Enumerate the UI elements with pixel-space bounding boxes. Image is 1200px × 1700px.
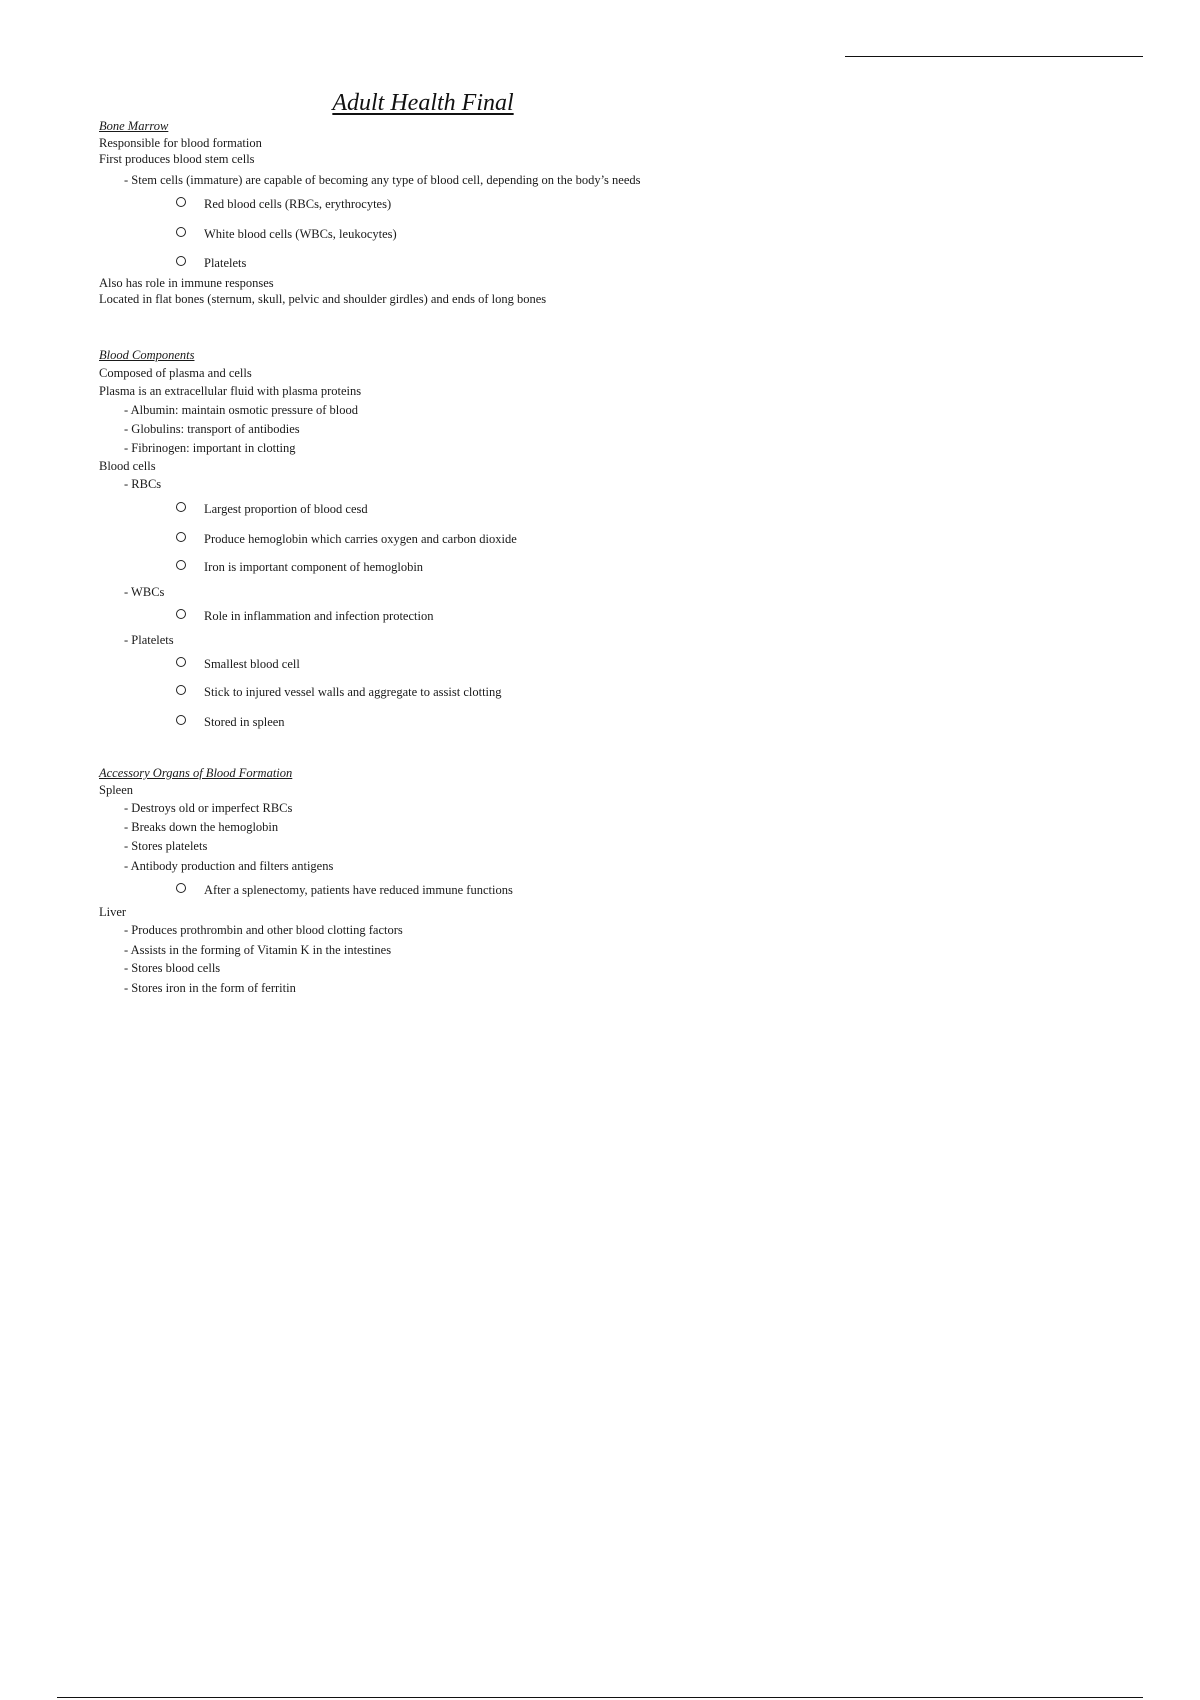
dash-item: - Stem cells (immature) are capable of becoming any type of blood cell, depending on the body’s needs	[124, 173, 641, 187]
dash-item: - Antibody production and filters antigens	[124, 859, 334, 873]
dash-item: - WBCs	[124, 585, 165, 599]
circle-bullet-icon	[176, 715, 186, 725]
bullet-item: White blood cells (WBCs, leukocytes)	[204, 227, 397, 241]
text-line: Located in flat bones (sternum, skull, pelvic and shoulder girdles) and ends of long bones	[99, 292, 547, 306]
bullet-item: Stored in spleen	[204, 715, 285, 729]
dash-item: - Produces prothrombin and other blood clotting factors	[124, 923, 403, 937]
dash-item: - Stores blood cells	[124, 961, 221, 975]
dash-item: - Platelets	[124, 633, 174, 647]
bullet-item: After a splenectomy, patients have reduced immune functions	[204, 883, 513, 897]
section-heading-blood-components: Blood Components	[99, 348, 195, 362]
circle-bullet-icon	[176, 227, 186, 237]
section-heading-bone-marrow: Bone Marrow	[99, 119, 169, 133]
dash-item: - Breaks down the hemoglobin	[124, 820, 279, 834]
circle-bullet-icon	[176, 883, 186, 893]
text-line: Plasma is an extracellular fluid with plasma proteins	[99, 384, 362, 398]
dash-item: - Albumin: maintain osmotic pressure of blood	[124, 403, 358, 417]
circle-bullet-icon	[176, 256, 186, 266]
dash-item: - Globulins: transport of antibodies	[124, 422, 300, 436]
footer-rule	[57, 1697, 1143, 1698]
bullet-item: Largest proportion of blood cesd	[204, 502, 368, 516]
circle-bullet-icon	[176, 532, 186, 542]
text-line: Also has role in immune responses	[99, 276, 274, 290]
circle-bullet-icon	[176, 197, 186, 207]
circle-bullet-icon	[176, 560, 186, 570]
text-line: Composed of plasma and cells	[99, 366, 252, 380]
bullet-item: Role in inflammation and infection protection	[204, 609, 434, 623]
bullet-item: Stick to injured vessel walls and aggregate to assist clotting	[204, 685, 502, 699]
circle-bullet-icon	[176, 657, 186, 667]
circle-bullet-icon	[176, 609, 186, 619]
dash-item: - Stores platelets	[124, 839, 208, 853]
header-rule	[845, 56, 1143, 57]
bullet-item: Smallest blood cell	[204, 657, 300, 671]
text-line: Spleen	[99, 783, 134, 797]
dash-item: - Fibrinogen: important in clotting	[124, 441, 296, 455]
bullet-item: Iron is important component of hemoglobin	[204, 560, 424, 574]
text-line: Blood cells	[99, 459, 156, 473]
document-title: Adult Health Final	[332, 90, 514, 116]
circle-bullet-icon	[176, 502, 186, 512]
text-line: Liver	[99, 905, 127, 919]
bullet-item: Red blood cells (RBCs, erythrocytes)	[204, 197, 392, 211]
dash-item: - Assists in the forming of Vitamin K in the intestines	[124, 943, 392, 957]
dash-item: - Destroys old or imperfect RBCs	[124, 801, 293, 815]
section-heading-accessory-organs: Accessory Organs of Blood Formation	[99, 766, 293, 780]
bullet-item: Platelets	[204, 256, 247, 270]
dash-item: - Stores iron in the form of ferritin	[124, 981, 296, 995]
circle-bullet-icon	[176, 685, 186, 695]
text-line: Responsible for blood formation	[99, 136, 262, 150]
text-line: First produces blood stem cells	[99, 152, 255, 166]
bullet-item: Produce hemoglobin which carries oxygen and carbon dioxide	[204, 532, 517, 546]
dash-item: - RBCs	[124, 477, 162, 491]
